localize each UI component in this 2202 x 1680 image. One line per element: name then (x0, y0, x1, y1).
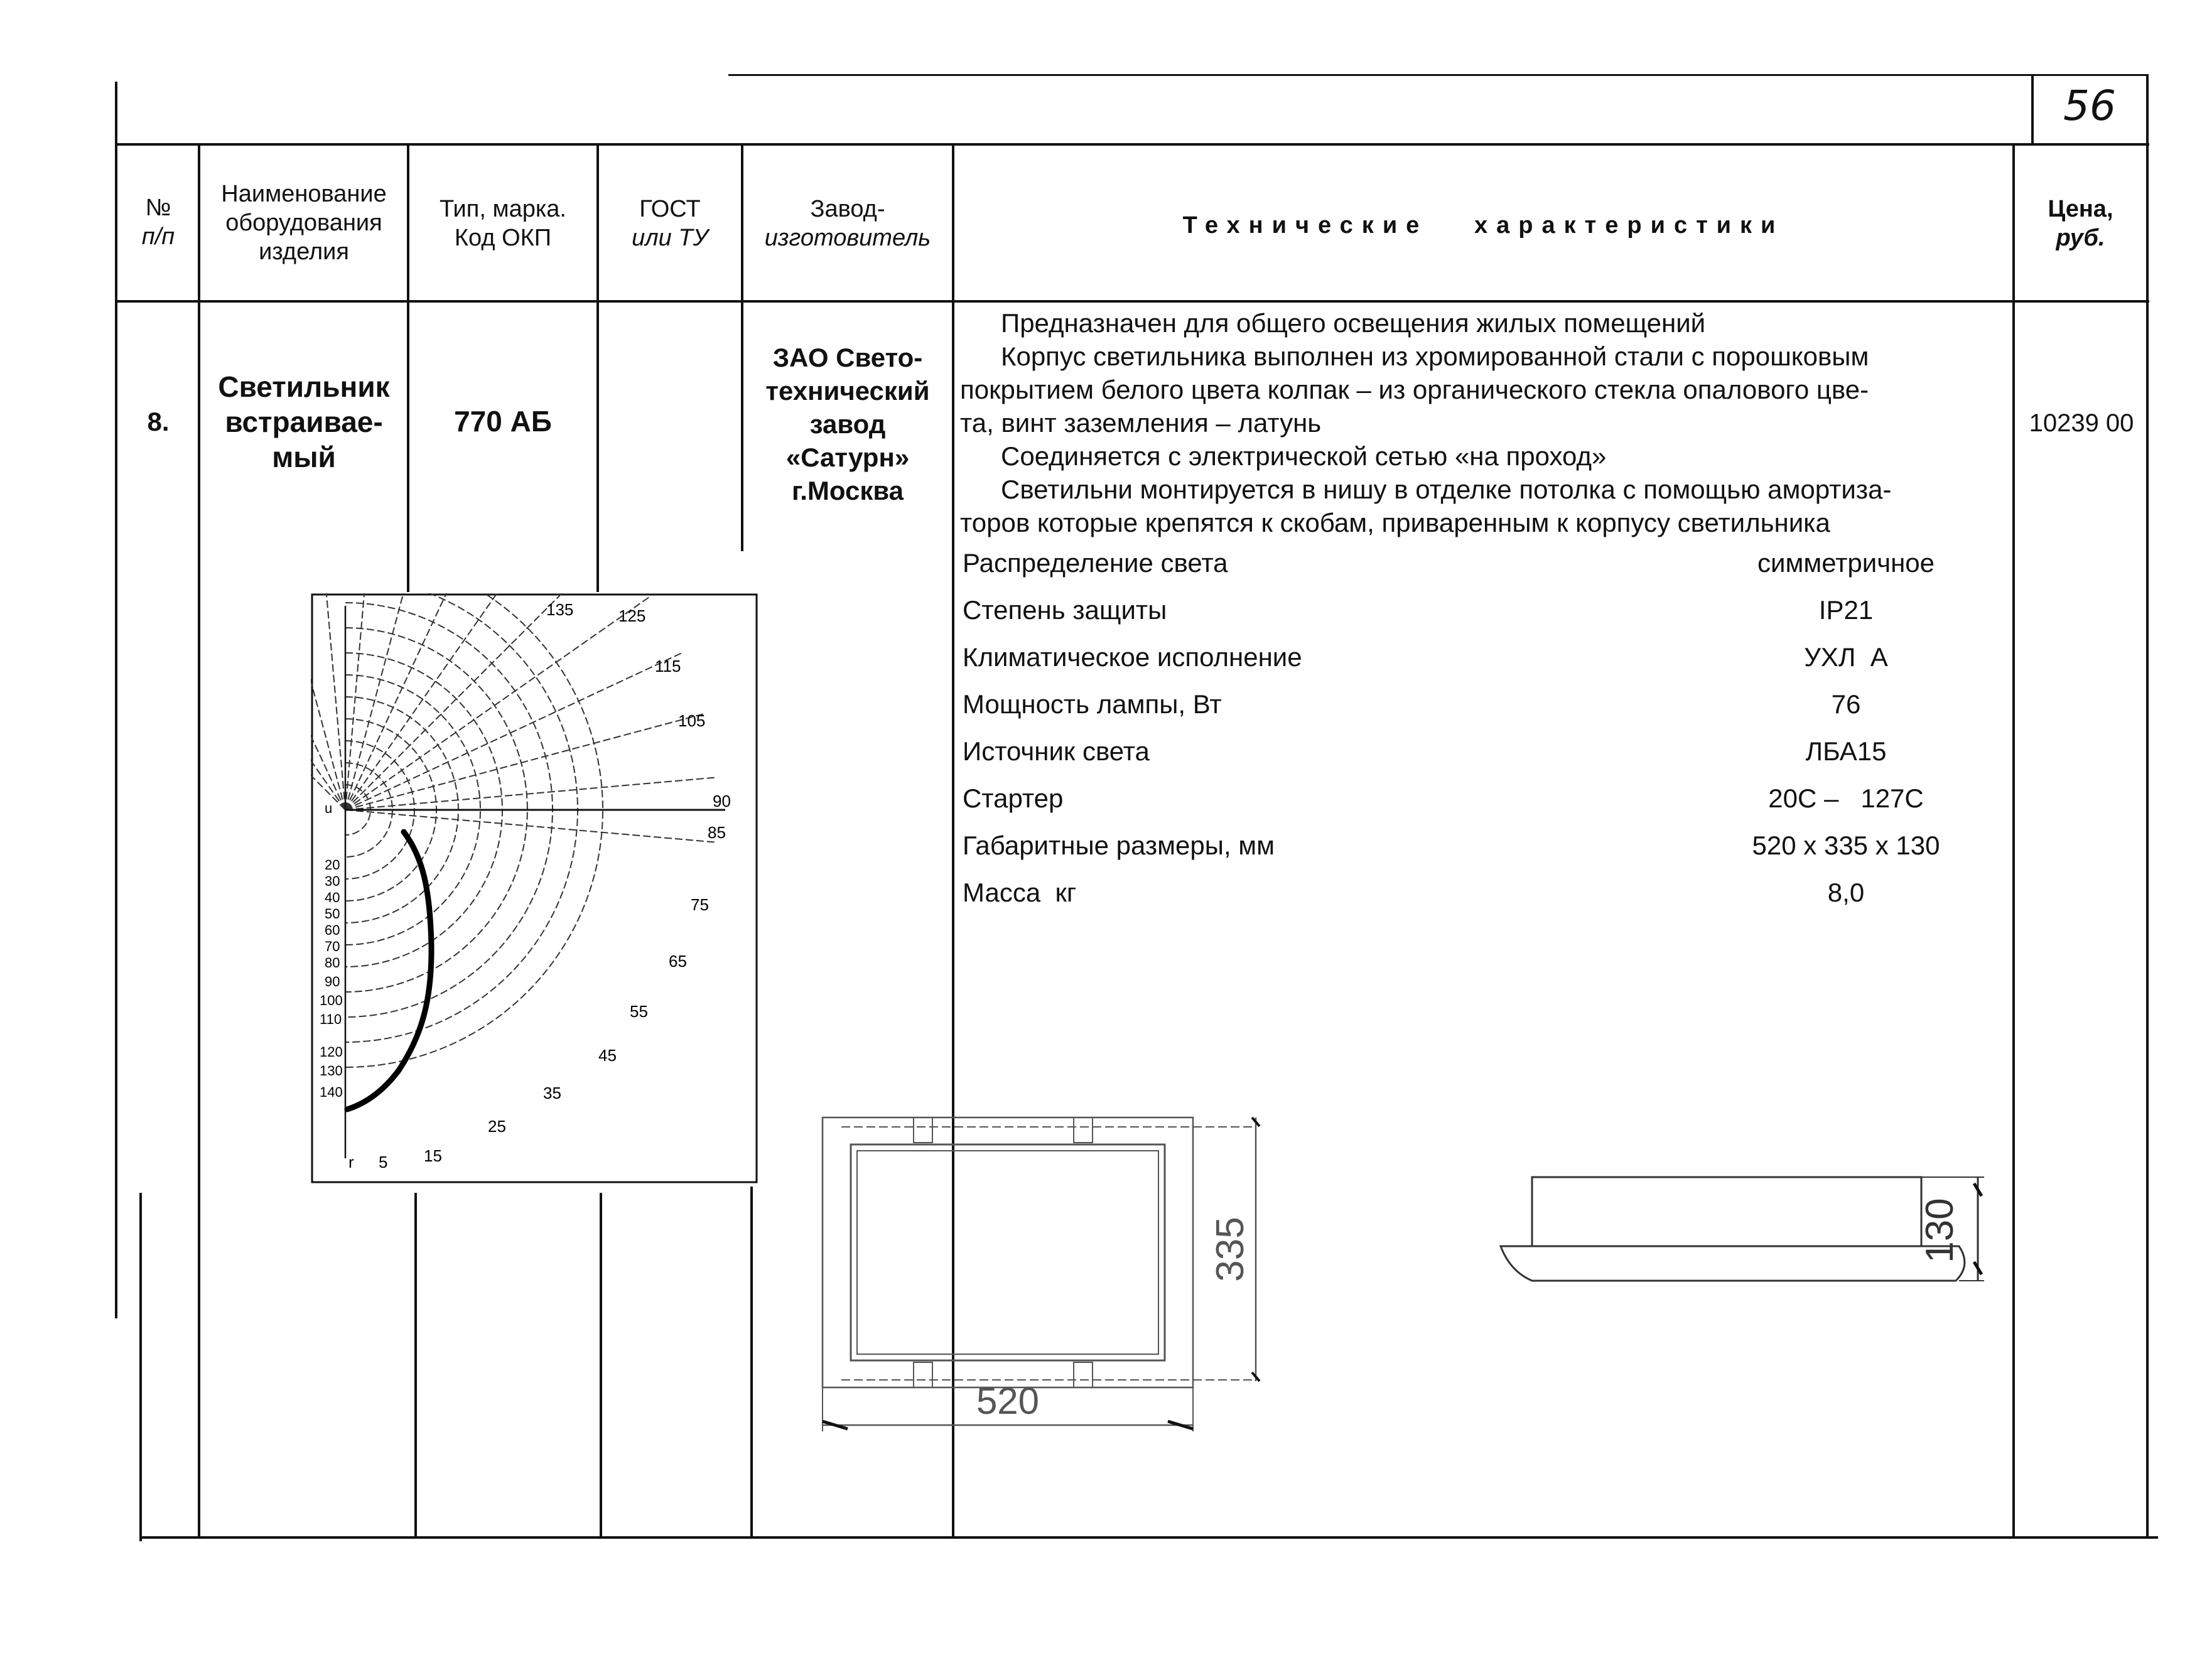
scale-label: 30 (325, 873, 340, 889)
description-line2: Корпус светильника выполнен из хромированной стали с порошковым (1001, 342, 1869, 371)
header-maker (743, 195, 952, 252)
col-sep-6 (2012, 143, 2015, 1539)
spec-label: Масса кг (963, 878, 1077, 907)
description-line7: торов которые крепятся к скобам, приваренным к корпусу светильника (960, 508, 1830, 537)
spec-value: 20С – 127С (1768, 783, 1924, 813)
header-maker-line1: Завод- (810, 196, 885, 222)
right-border (2146, 74, 2149, 1539)
header-top-line (115, 143, 2149, 146)
angle-label: 85 (708, 823, 726, 842)
manufacturer-line3: завод (809, 409, 886, 439)
page-box-left (2031, 74, 2034, 144)
plan-view-drawing (816, 1105, 1293, 1457)
angle-label: 75 (691, 895, 709, 914)
scale-label: 110 (320, 1011, 342, 1027)
row-number: 8. (147, 407, 170, 436)
scale-label: 130 (320, 1063, 343, 1079)
manufacturer-line5: г.Москва (791, 476, 904, 505)
description-line6: Светильни монтируется в нишу в отделке потолка с помощью амортиза- (1001, 475, 1892, 504)
spec-value: 76 (1831, 689, 1861, 719)
scale-label: 90 (325, 974, 340, 989)
angle-label: 15 (424, 1146, 442, 1165)
scale-label: 50 (325, 906, 340, 922)
side-height-label: 130 (1918, 1198, 1962, 1263)
manufacturer-line2: технический (765, 376, 930, 406)
col-sep-1 (198, 143, 200, 1539)
header-type-line2: Код ОКП (454, 225, 552, 251)
header-no-line2: п/п (141, 223, 175, 250)
row-manufacturer (743, 341, 952, 507)
row-price: 10239 00 (2029, 409, 2134, 437)
row-name (200, 369, 407, 475)
side-view-drawing (1494, 1165, 1997, 1290)
description-line5: Соединяется с электрической сетью «на проход» (1001, 441, 1607, 471)
scale-label: 120 (320, 1044, 343, 1060)
col-sep-2-lower (414, 1193, 417, 1539)
scale-label: 70 (325, 939, 340, 954)
corner-label: r (348, 1153, 354, 1171)
bottom-line (139, 1536, 2158, 1539)
description-line1: Предназначен для общего освещения жилых помещений (1001, 308, 1706, 338)
scale-label: 60 (325, 922, 340, 938)
angle-label: 5 (379, 1153, 388, 1171)
spec-label: Климатическое исполнение (963, 642, 1302, 672)
header-name-line1: Наименование (221, 181, 387, 207)
scale-label: 40 (325, 890, 340, 905)
outer-left-lower (139, 1193, 142, 1541)
spec-value: 8,0 (1827, 878, 1865, 907)
header-bottom-line (115, 300, 2149, 303)
manufacturer-line4: «Сатурн» (785, 443, 910, 472)
description-line3: покрытием белого цвета колпак – из органического стекла опалового цве- (960, 375, 1869, 404)
scale-label: 140 (320, 1084, 343, 1100)
angle-label: 90 (713, 792, 731, 810)
plan-width-label: 520 (976, 1380, 1040, 1422)
angle-label: 125 (618, 606, 646, 625)
spec-value: IP21 (1818, 595, 1874, 625)
angle-label: 135 (546, 600, 574, 619)
scale-label: u (325, 800, 333, 816)
spec-value: ЛБА15 (1805, 736, 1887, 766)
angle-label: 45 (598, 1046, 617, 1065)
spec-label: Мощность лампы, Вт (963, 689, 1222, 719)
header-price (2015, 195, 2146, 252)
header-gost-line1: ГОСТ (639, 196, 701, 222)
manufacturer-line1: ЗАО Свето- (772, 343, 923, 372)
header-type (409, 195, 596, 252)
page-number: 56 (2063, 82, 2116, 130)
outer-left-upper (115, 82, 117, 1318)
header-no-line1: № (145, 195, 171, 221)
angle-label: 105 (678, 711, 706, 730)
scale-label: 100 (320, 993, 343, 1008)
angle-label: 35 (543, 1084, 561, 1102)
angle-label: 65 (669, 952, 687, 971)
header-name-line3: изделия (259, 239, 349, 265)
spec-value: УХЛ А (1804, 642, 1888, 672)
header-type-line1: Тип, марка. (439, 196, 566, 222)
row-name-line3: мый (272, 441, 336, 473)
spec-label: Степень защиты (963, 595, 1167, 625)
col-sep-4-lower (750, 1187, 753, 1539)
spec-label: Источник света (963, 736, 1150, 766)
col-sep-3-lower (600, 1193, 602, 1539)
spec-value: симметричное (1757, 548, 1935, 578)
plan-height-label: 335 (1209, 1217, 1252, 1282)
header-name-line2: оборудования (225, 210, 382, 236)
header-name (200, 180, 407, 266)
header-maker-line2: изготовитель (764, 225, 931, 251)
spec-label: Стартер (963, 783, 1064, 813)
header-gost (599, 195, 741, 252)
row-type: 770 АБ (454, 405, 552, 438)
header-tech: Технические характеристики (1182, 212, 1784, 239)
angle-label: 115 (655, 657, 681, 676)
row-name-line1: Светильник (218, 370, 390, 403)
scale-label: 20 (325, 857, 340, 873)
spec-label: Распределение света (963, 548, 1228, 578)
header-no (118, 193, 198, 251)
header-price-line2: руб. (2056, 225, 2105, 251)
row-name-line2: встраивае- (225, 406, 383, 438)
angle-label: 25 (488, 1117, 506, 1136)
top-rule (728, 74, 2147, 76)
header-price-line1: Цена, (2048, 196, 2113, 222)
scale-label: 80 (325, 955, 340, 971)
description-line4: та, винт заземления – латунь (960, 408, 1322, 438)
spec-value: 520 х 335 х 130 (1752, 831, 1940, 860)
light-distribution-diagram (311, 593, 758, 1183)
angle-label: 55 (630, 1002, 648, 1021)
header-gost-line2: или ТУ (632, 225, 708, 251)
spec-label: Габаритные размеры, мм (963, 831, 1275, 860)
